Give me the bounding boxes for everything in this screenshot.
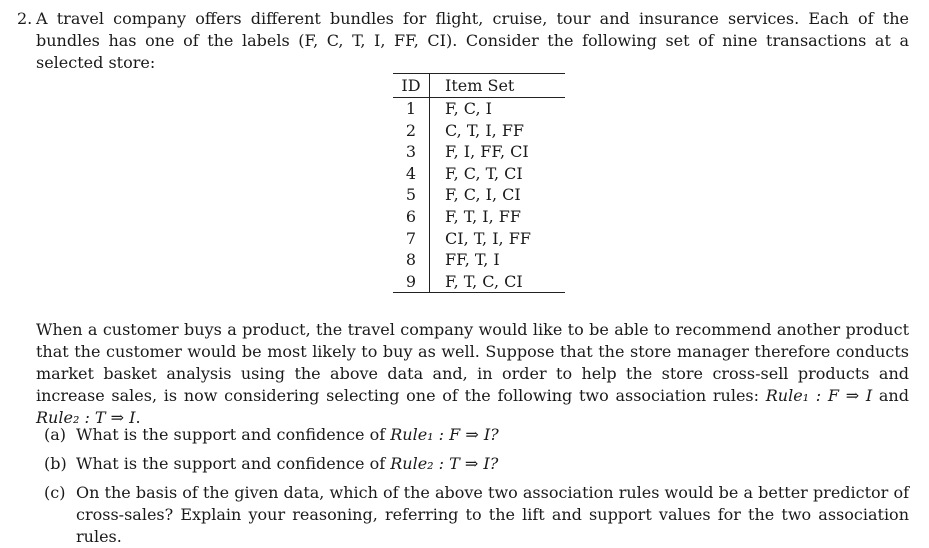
row-id: 6 bbox=[393, 206, 430, 228]
header-item-set: Item Set bbox=[430, 74, 566, 98]
row-id: 9 bbox=[393, 271, 430, 293]
body-text: When a customer buys a product, the travel company would like to be able to recommend another product that the customer would be most likely to buy as well. Suppose that the store manager therefore conducts market basket analysis using the above data and, in order to help the store cross-sell products and increase sales, is now considering selecting one of the following two association rules: bbox=[36, 320, 909, 405]
subquestion-text: What is the support and confidence of bbox=[76, 425, 386, 444]
transactions-table bbox=[393, 73, 565, 293]
rule-2: Rule₂ : T ⇒ I bbox=[36, 408, 136, 427]
table-row bbox=[393, 141, 565, 163]
subquestion-c bbox=[36, 482, 909, 548]
row-items: F, C, T, CI bbox=[445, 163, 523, 183]
question-number: 2. bbox=[17, 9, 33, 28]
rule-1: Rule₁ : F ⇒ I bbox=[765, 386, 873, 405]
table-row bbox=[393, 184, 565, 206]
table-row bbox=[393, 163, 565, 185]
body-paragraph bbox=[36, 319, 909, 429]
body-end: . bbox=[135, 408, 141, 427]
subquestion-label: (b) bbox=[44, 454, 67, 473]
row-items: FF, T, I bbox=[445, 250, 500, 270]
table-row bbox=[393, 271, 565, 293]
subquestion-b bbox=[36, 453, 909, 475]
subquestion-rule: Rule₁ : F ⇒ I? bbox=[390, 425, 499, 444]
header-id: ID bbox=[393, 74, 430, 98]
row-items: CI, T, I, FF bbox=[445, 228, 531, 248]
subquestion-rule: Rule₂ : T ⇒ I? bbox=[390, 454, 499, 473]
row-id: 5 bbox=[393, 184, 430, 206]
table-header-row bbox=[393, 74, 565, 98]
subquestion-label: (c) bbox=[44, 483, 66, 502]
table-row bbox=[393, 249, 565, 271]
row-id: 4 bbox=[393, 163, 430, 185]
row-items: F, T, I, FF bbox=[445, 206, 521, 226]
transactions-table-wrap bbox=[393, 73, 565, 293]
question-intro: A travel company offers different bundles for flight, cruise, tour and insurance services. Each of the bundles has one of the labels (F, C, T, I, FF, CI). Consider the following set of nine transactions at a selected store: bbox=[36, 9, 909, 72]
row-id: 7 bbox=[393, 228, 430, 250]
body-and: and bbox=[878, 386, 909, 405]
row-id: 8 bbox=[393, 249, 430, 271]
row-items: F, C, I bbox=[445, 99, 492, 118]
row-id: 3 bbox=[393, 141, 430, 163]
subquestion-a bbox=[36, 424, 909, 446]
row-items: F, I, FF, CI bbox=[445, 142, 529, 162]
row-items: F, T, C, CI bbox=[430, 271, 566, 293]
row-items: C, T, I, FF bbox=[445, 120, 525, 140]
row-items: F, C, I, CI bbox=[445, 185, 521, 205]
table-row bbox=[393, 98, 565, 120]
table-row bbox=[393, 206, 565, 228]
table-row bbox=[393, 120, 565, 142]
row-id: 1 bbox=[393, 98, 430, 120]
subquestion-label: (a) bbox=[44, 425, 67, 444]
row-id: 2 bbox=[393, 120, 430, 142]
table-row bbox=[393, 228, 565, 250]
subquestion-text: On the basis of the given data, which of the above two association rules would be a better predictor of cross-sales? Explain your reasoning, referring to the lift and support values for the two association rules. bbox=[76, 483, 909, 546]
subquestion-text: What is the support and confidence of bbox=[76, 454, 386, 473]
